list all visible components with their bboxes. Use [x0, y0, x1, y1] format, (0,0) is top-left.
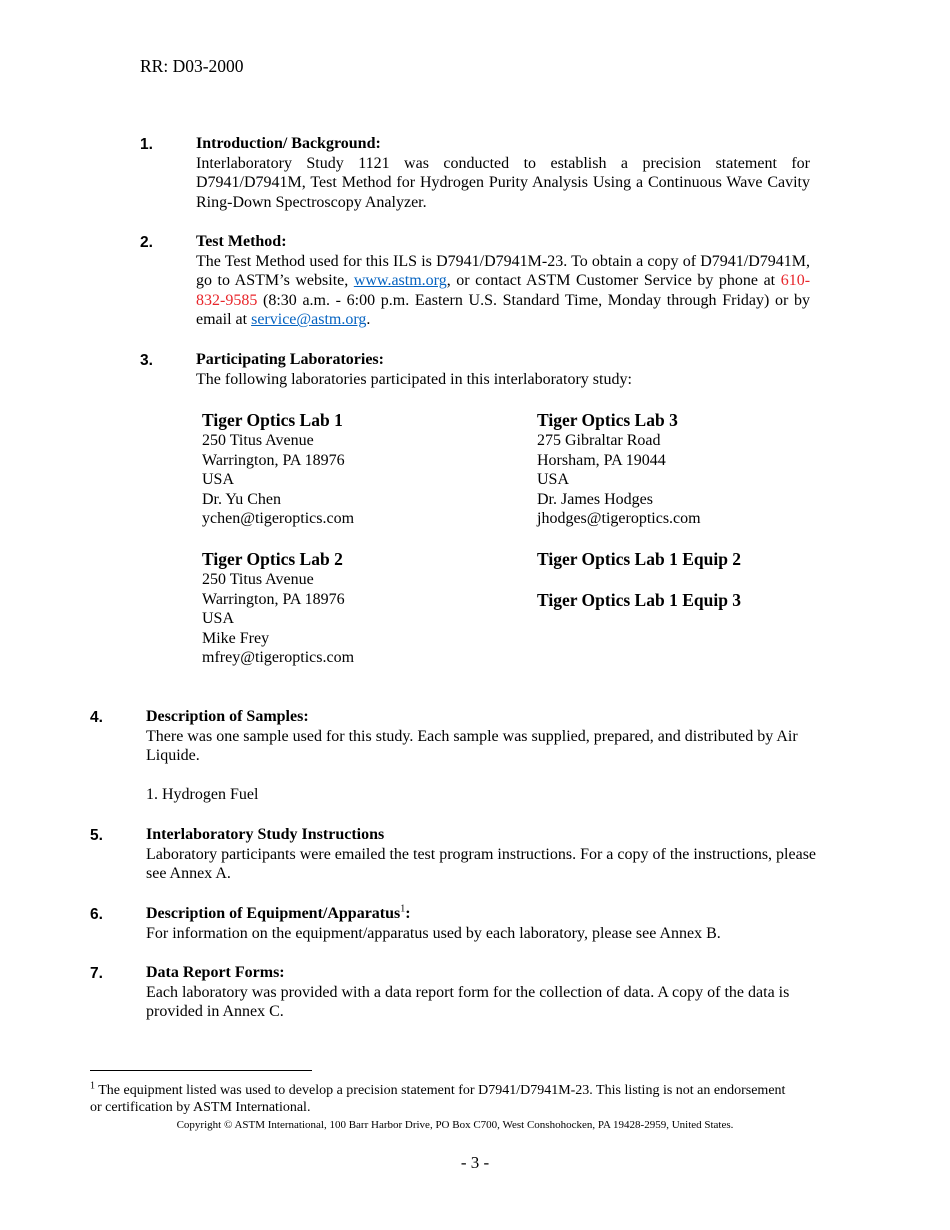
section-1-number: 1. [140, 136, 153, 153]
lab-email: ychen@tigeroptics.com [202, 510, 355, 528]
footnote-ref: 1 [400, 903, 406, 915]
sample-list-item: 1. Hydrogen Fuel [146, 786, 259, 804]
section-5-number: 5. [90, 827, 103, 844]
section-7-heading: Data Report Forms: [146, 964, 285, 981]
section-5-heading: Interlaboratory Study Instructions [146, 826, 385, 843]
footnote-separator [90, 1070, 312, 1071]
lab-street: 250 Titus Avenue [202, 571, 314, 588]
page-number: - 3 - [460, 1153, 490, 1172]
phone-number: 610-832-9585 [196, 272, 811, 309]
section-6-heading: Description of Equipment/Apparatus$^1$: [146, 903, 411, 922]
copyright: Copyright © ASTM International, 100 Barr Harbor Drive, PO Box C700, West Conshohocken, PA 19428-2959, United States. [176, 1119, 734, 1131]
lab-card [202, 410, 354, 529]
section-1-heading: Introduction/ Background: [196, 135, 381, 152]
section-7-number: 7. [90, 965, 103, 982]
lab-city: Horsham, PA 19044 [537, 451, 666, 469]
lab-country: USA [202, 610, 235, 628]
lab-contact: Mike Frey [202, 629, 270, 647]
section-5 [146, 825, 822, 884]
section-6 [146, 904, 822, 943]
footnote-marker: 1 [90, 1080, 95, 1092]
lab-name: Tiger Optics Lab 1 [202, 410, 343, 430]
section-3-number: 3. [140, 352, 153, 369]
lab-name: Tiger Optics Lab 3 [537, 410, 678, 430]
lab-street: 250 Titus Avenue [202, 432, 314, 449]
lab-country: USA [537, 471, 570, 489]
section-2-body: The Test Method used for this ILS is D7941/D7941M-23. To obtain a copy of D7941/D7941M, go to ASTM’s website, www.astm.org, or contact ASTM Customer Service by phone at 610-832-9585 (8:30 a.m. - 6:00 p.m. Eastern U.S. Standard Time, Monday through Friday) or by email at service@astm.org. [196, 252, 811, 329]
section-4 [146, 707, 822, 805]
section-7-body: Each laboratory was provided with a data report form for the collection of data. A copy of the data is provided in Annex C. [146, 983, 790, 1021]
section-4-heading: Description of Samples: [146, 708, 309, 725]
section-7 [146, 963, 822, 1022]
lab-country: USA [202, 471, 235, 489]
section-6-number: 6. [90, 906, 103, 923]
section-2-number: 2. [140, 234, 153, 251]
footnote-text: The equipment listed was used to develop a precision statement for D7941/D7941M-23. This listing is not an endorsement or certification by ASTM International. [90, 1083, 786, 1115]
section-3 [196, 350, 810, 389]
lab-card [537, 410, 701, 529]
report-id: RR: D03-2000 [140, 56, 244, 76]
lab-name: Tiger Optics Lab 1 Equip 2 [537, 549, 742, 569]
section-4-body: There was one sample used for this study. Each sample was supplied, prepared, and distributed by Air Liquide. [146, 727, 798, 765]
lab-card [537, 549, 741, 570]
lab-contact: Dr. Yu Chen [202, 490, 281, 508]
lab-name: Tiger Optics Lab 1 Equip 3 [537, 590, 742, 610]
section-2 [196, 232, 810, 330]
footnote [90, 1082, 790, 1116]
lab-email: mfrey@tigeroptics.com [202, 649, 355, 667]
lab-name: Tiger Optics Lab 2 [202, 549, 343, 569]
lab-email: jhodges@tigeroptics.com [537, 510, 701, 528]
section-4-number: 4. [90, 709, 103, 726]
lab-card [202, 549, 354, 668]
section-2-heading: Test Method: [196, 233, 287, 250]
section-3-heading: Participating Laboratories: [196, 351, 384, 368]
section-1 [196, 134, 810, 212]
section-6-body: For information on the equipment/apparatus used by each laboratory, please see Annex B. [146, 924, 721, 942]
lab-street: 275 Gibraltar Road [537, 432, 661, 449]
lab-contact: Dr. James Hodges [537, 490, 653, 508]
lab-city: Warrington, PA 18976 [202, 451, 345, 469]
lab-city: Warrington, PA 18976 [202, 590, 345, 608]
astm-website-link[interactable]: www.astm.org [353, 272, 447, 290]
section-3-intro: The following laboratories participated in this interlaboratory study: [196, 370, 632, 388]
lab-card [537, 590, 741, 611]
section-5-body: Laboratory participants were emailed the test program instructions. For a copy of the instructions, please see Annex A. [146, 845, 817, 883]
service-email-link[interactable]: service@astm.org [251, 311, 367, 329]
section-1-body: Interlaboratory Study 1121 was conducted to establish a precision statement for D7941/D7941M, Test Method for Hydrogen Purity Analysis Using a Continuous Wave Cavity Ring-Down Spectroscopy Analyzer. [196, 154, 810, 211]
